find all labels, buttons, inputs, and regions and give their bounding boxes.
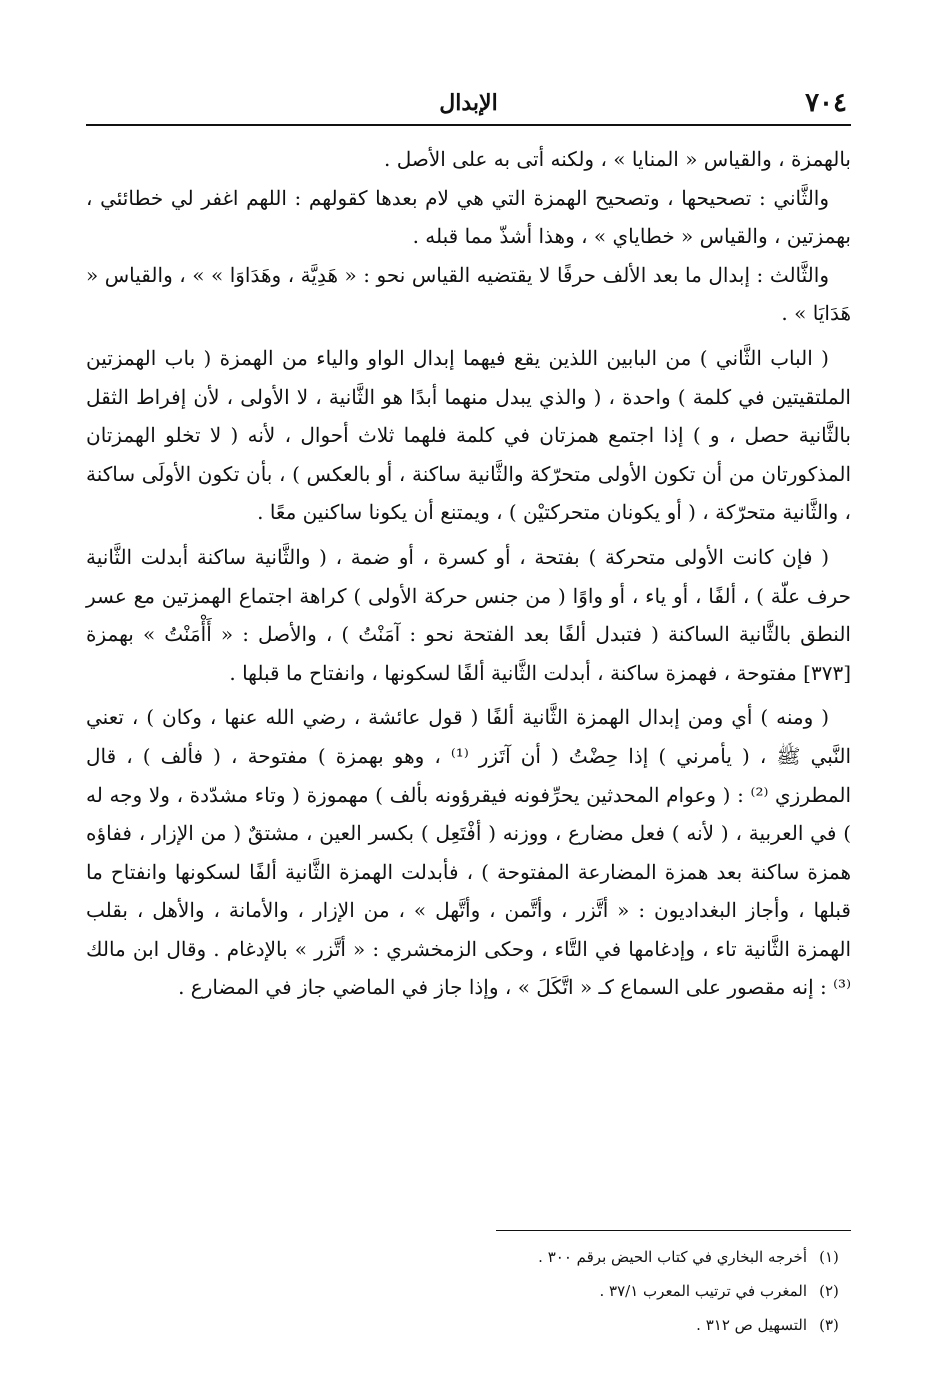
- footnote: [86, 1240, 851, 1274]
- footnote-mark: (٣): [819, 1316, 839, 1334]
- footnote: [86, 1274, 851, 1308]
- paragraph: والثَّالث : إبدال ما بعد الألف حرفًا لا يقتضيه القياس نحو : « هَدِيَّة ، وهَدَاوَا » » ، والقياس « هَدَايَا » .: [86, 262, 851, 326]
- footnote: [86, 1308, 851, 1342]
- footnote-mark: (٢): [819, 1282, 839, 1300]
- footnote-separator: [496, 1230, 851, 1231]
- page-number: ٧٠٤: [805, 88, 847, 118]
- paragraph: بالهمزة ، والقياس « المنايا » ، ولكنه أتى به على الأصل .: [383, 147, 851, 171]
- footnote-text: أخرجه البخاري في كتاب الحيض برقم ٣٠٠ .: [538, 1248, 807, 1266]
- page-header: [86, 86, 851, 126]
- footnote-text: التسهيل ص ٣١٢ .: [696, 1316, 807, 1334]
- running-title: الإبدال: [439, 90, 498, 116]
- paragraph: ( الباب الثَّاني ) من البابين اللذين يقع فيهما إبدال الواو والياء من الهمزة ( باب الهمزتين الملتقيتين في كلمة ) واحدة ، ( والذي يبدل منهما أبدًا هو الثَّانية ، لا الأولى ، لأن إفراط الثقل بالثَّانية حصل ، و ) إذا اجتمع همزتان في كلمة فلهما ثلاث أحوال ، لأنه ( لا تخلو الهمزتان المذكورتان من أن تكون الأولى متحرّكة والثَّانية ساكنة ، أو بالعكس ) ، بأن تكون الأولَى ساكنة ، والثَّانية متحرّكة ، ( أو يكونان متحركتيْن ) ، ويمتنع أن يكونا ساكنين معًا .: [86, 345, 851, 525]
- footnote-text: المغرب في ترتيب المعرب ٣٧/١ .: [599, 1282, 807, 1300]
- main-text: [86, 140, 851, 1007]
- paragraph: ( ومنه ) أي ومن إبدال الهمزة الثَّانية ألفًا ( قول عائشة ، رضي الله عنها ، وكان ) ، تعني النَّبي ﷺ ، ( يأمرني ) إذا حِضْتُ ( أن آتَزر ⁽¹⁾ ، وهو بهمزة ) مفتوحة ، ( فألف ) ، قال المطرزي ⁽²⁾ : ( وعوام المحدثين يحرِّفونه فيقرؤونه بألف ) مهموزة ( وتاء مشدّدة ، ولا وجه له ) في العربية ، ( لأنه ) فعل مضارع ، ووزنه ( أفْتَعِل ) بكسر العين ، مشتقٌ ( من الإزار ، ففاؤه همزة ساكنة بعد همزة المضارعة المفتوحة ) ، فأبدلت الهمزة الثَّانية ألفًا لسكونها وانفتاح ما قبلها ، وأجاز البغداديون : « أتَّزر ، وأتَّمن ، وأتَّهل » ، من الإزار ، والأمانة ، والأهل ، بقلب الهمزة الثَّانية تاء ، وإدغامها في التَّاء ، وحكى الزمخشري : « أتَّزر » بالإدغام . وقال ابن مالك ⁽³⁾ : إنه مقصور على السماع كـ « اتَّكَلَ » ، وإذا جاز في الماضي جاز في المضارع .: [86, 705, 852, 1000]
- footnote-mark: (١): [819, 1248, 839, 1266]
- footnotes: [86, 1240, 851, 1342]
- paragraph: ( فإن كانت الأولى متحركة ) بفتحة ، أو كسرة ، أو ضمة ، ( والثَّانية ساكنة أبدلت الثَّانية حرف علّة ) ، ألفًا ، أو ياء ، أو واوًا ( من جنس حركة الأولى ) كراهة اجتماع الهمزتين مع عسر النطق بالثَّانية الساكنة ( فتبدل ألفًا بعد الفتحة نحو : آمَنْتُ ) ، والأصل : « أَأْمَنْتُ » بهمزة [٣٧٣] مفتوحة ، فهمزة ساكنة ، أبدلت الثَّانية ألفًا لسكونها ، وانفتاح ما قبلها .: [86, 544, 851, 685]
- paragraph: والثَّاني : تصحيحها ، وتصحيح الهمزة التي هي لام بعدها كقولهم : اللهم اغفر لي خطائئي ، بهمزتين ، والقياس « خطاياي » ، وهذا أشذّ مما قبله .: [86, 185, 851, 249]
